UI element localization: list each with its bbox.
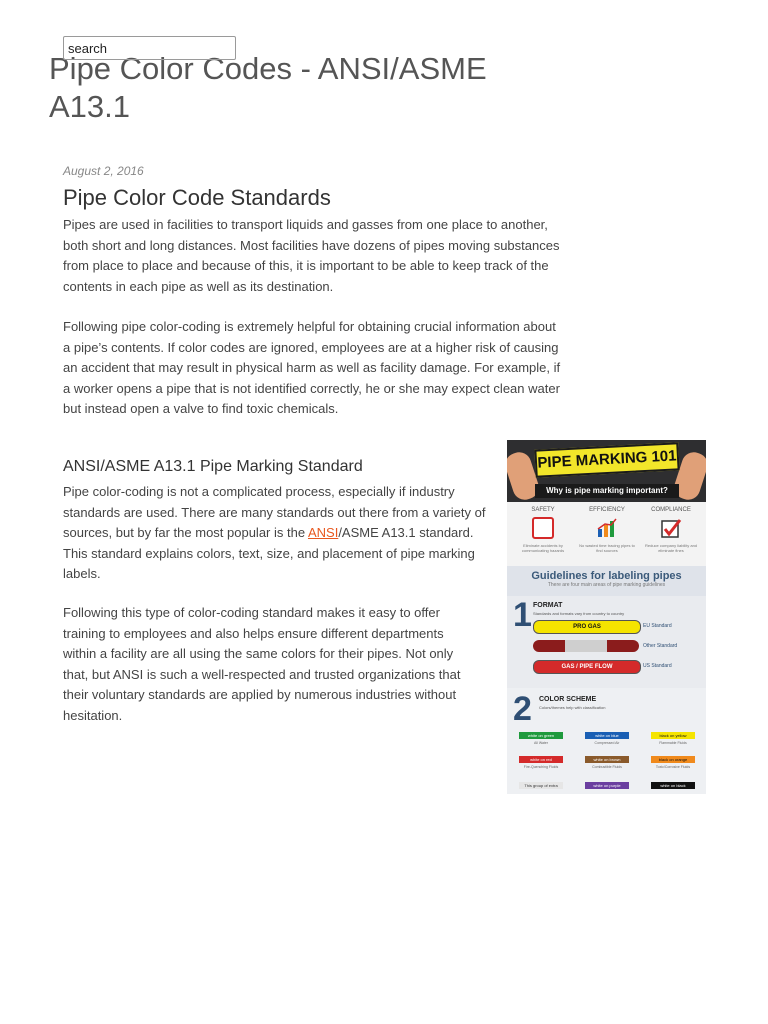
color-swatch: This group of extra bbox=[519, 782, 563, 789]
ansi-subheading: ANSI/ASME A13.1 Pipe Marking Standard bbox=[63, 458, 363, 475]
color-swatch: black on yellow bbox=[651, 732, 695, 739]
color-swatch-caption: All Water bbox=[533, 741, 549, 745]
benefits-row bbox=[507, 502, 706, 566]
benefit-efficiency bbox=[577, 507, 637, 553]
guidelines-subtitle: There are four main areas of pipe marking guidelines bbox=[547, 582, 666, 588]
guidelines-title: Guidelines for labeling pipes bbox=[531, 570, 682, 582]
article-heading: Pipe Color Code Standards bbox=[63, 185, 331, 210]
color-swatch: white on black bbox=[651, 782, 695, 789]
color-swatch-caption: Compressed Air bbox=[594, 741, 620, 745]
benefit-label: SAFETY bbox=[531, 507, 555, 513]
safety-icon bbox=[532, 517, 554, 539]
search-input[interactable] bbox=[63, 36, 236, 60]
benefit-label: COMPLIANCE bbox=[651, 507, 691, 513]
section-title: FORMAT bbox=[533, 602, 563, 609]
pipe-sample: PRO GAS bbox=[533, 620, 641, 634]
color-swatch-caption: Flammable Fluids bbox=[659, 741, 687, 745]
format-section bbox=[507, 596, 706, 688]
benefit-compliance bbox=[641, 507, 701, 553]
section-subtitle: Standards and formats vary from country to country bbox=[533, 611, 625, 616]
section-number: 2 bbox=[513, 690, 532, 728]
benefit-safety bbox=[513, 507, 573, 553]
benefit-caption: No wasted time tracing pipes to find sources bbox=[579, 543, 635, 553]
section-title: COLOR SCHEME bbox=[539, 696, 597, 703]
paragraph-intro: Pipes are used in facilities to transport liquids and gasses from one place to another, both short and long distances. Most facilities have dozens of pipes moving substances from place to place and because of this, it is important to be able to keep track of the contents in each pipe as well as its destination. bbox=[63, 217, 560, 294]
section-subtitle: Colors/themes help with classification bbox=[539, 705, 606, 710]
paragraph-ansi-text-before: Pipe color-coding is not a complicated process, especially if industry standards are used. There are many standards out there from a variety of sources, but by far the most popular is the bbox=[63, 484, 486, 541]
ansi-link[interactable]: ANSI bbox=[307, 525, 339, 541]
pipe-standard-label: Other Standard bbox=[643, 643, 678, 649]
color-swatch: white on red bbox=[519, 756, 563, 763]
checkbox-icon bbox=[660, 517, 682, 539]
section-number: 1 bbox=[513, 596, 532, 634]
benefit-label: EFFICIENCY bbox=[589, 507, 625, 513]
pipe-marking-infographic bbox=[507, 440, 706, 794]
color-swatch: white on blue bbox=[585, 732, 629, 739]
paragraph-ansi-text-after: /ASME A13.1 standard. This standard explains colors, text, size, and placement of pipe marking labels. bbox=[63, 525, 475, 582]
article-date: August 2, 2016 bbox=[63, 164, 144, 178]
pipe-standard-label: US Standard bbox=[643, 663, 672, 669]
color-scheme-section bbox=[507, 688, 706, 794]
color-swatch: black on orange bbox=[651, 756, 695, 763]
pipe-sample: GAS / PIPE FLOW bbox=[533, 660, 641, 674]
benefit-caption: Eliminate accidents by communicating hazards bbox=[521, 543, 565, 553]
chart-icon bbox=[596, 517, 618, 539]
page-title: Pipe Color Codes - ANSI/ASME A13.1 bbox=[49, 51, 487, 124]
paragraph-training: Following this type of color-coding standard makes it easy to offer training to employees and also helps ensure different departments within a facility are all using the same colors for their pipes. Not only that, but ANSI is such a well-respected and trusted organizations that their voluntary standards are applied by numerous industries without hesitation. bbox=[63, 605, 461, 723]
paragraph-ansi bbox=[63, 482, 493, 585]
guidelines-header bbox=[507, 566, 706, 596]
color-swatch: white on purple bbox=[585, 782, 629, 789]
benefit-caption: Reduce company liability and eliminate fines bbox=[644, 543, 698, 553]
paragraph-color-coding: Following pipe color-coding is extremely helpful for obtaining crucial information about a pipe’s contents. If color codes are ignored, employees are at a higher risk of causing an accident that may result in physical harm as well as facility damage. For example, if a worker opens a pipe that is not identified correctly, he or she may expect clean water but instead open a valve to find toxic chemicals. bbox=[63, 319, 561, 417]
color-swatch-caption: Fire-Quenching Fluids bbox=[523, 765, 559, 769]
color-swatch-caption: Toxic/Corrosive Fluids bbox=[655, 765, 691, 769]
infographic-banner: PIPE MARKING 101 bbox=[534, 442, 679, 477]
color-swatch: white on brown bbox=[585, 756, 629, 763]
color-swatch: white on green bbox=[519, 732, 563, 739]
pipe-sample bbox=[533, 640, 639, 652]
pipe-standard-label: EU Standard bbox=[643, 623, 672, 629]
color-swatch-caption: Combustible Fluids bbox=[592, 765, 622, 769]
infographic-question: Why is pipe marking important? bbox=[535, 484, 679, 498]
